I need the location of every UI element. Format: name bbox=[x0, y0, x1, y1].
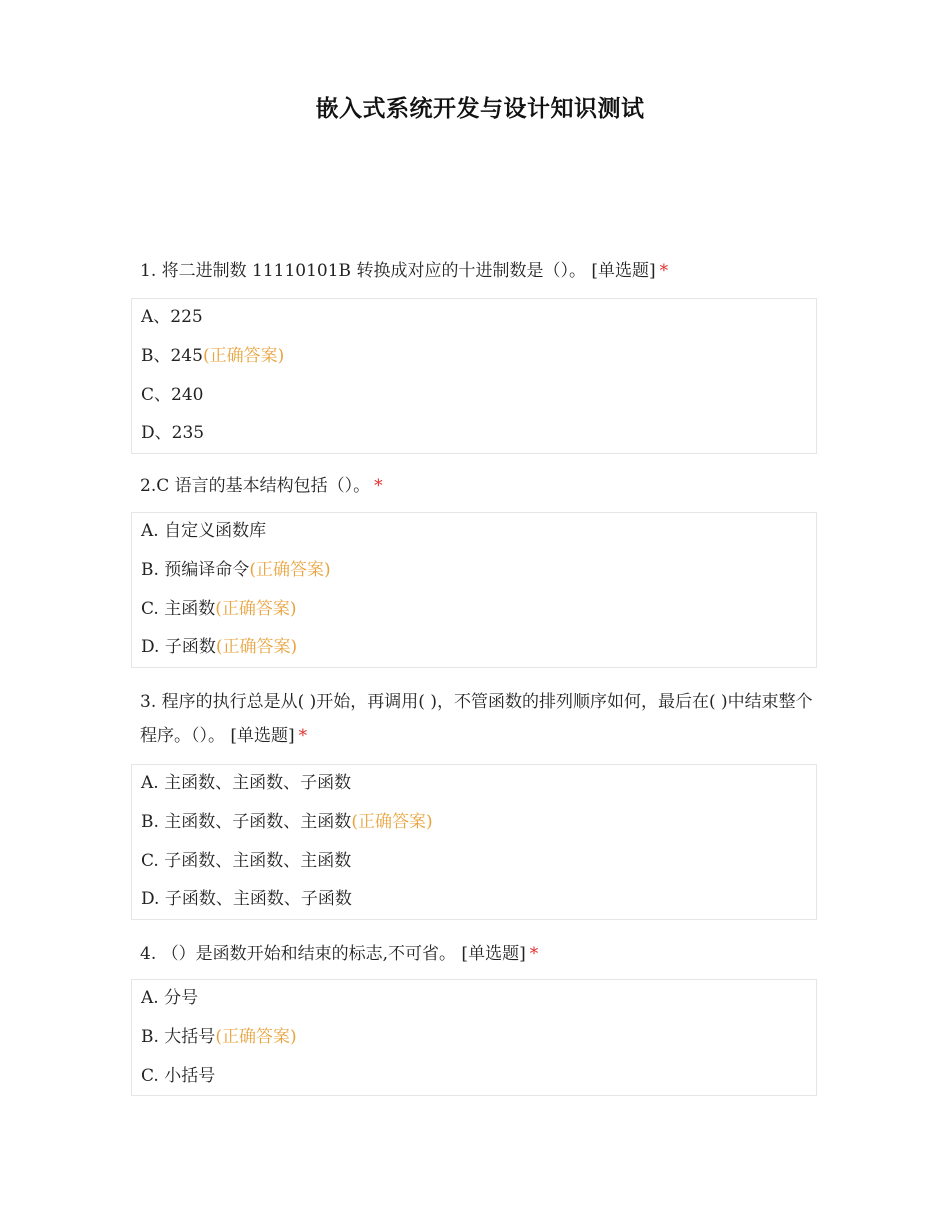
option-item[interactable] bbox=[132, 512, 816, 551]
question-text: 3. 程序的执行总是从( )开始，再调用( )，不管函数的排列顺序如何，最后在( )中结束整个程序。（）。 [单选题] bbox=[140, 692, 813, 746]
required-mark: * bbox=[529, 944, 539, 964]
correct-answer-tag: (正确答案) bbox=[249, 559, 331, 580]
option-item[interactable] bbox=[132, 1057, 816, 1096]
option-item[interactable] bbox=[132, 880, 816, 919]
option-item[interactable] bbox=[132, 414, 816, 453]
options-list bbox=[131, 512, 817, 668]
option-text: A. 主函数、主函数、子函数 bbox=[141, 773, 352, 793]
option-text: B、245 bbox=[141, 345, 203, 366]
correct-answer-tag: (正确答案) bbox=[351, 811, 433, 832]
question-text: 4. （）是函数开始和结束的标志,不可省。 [单选题] bbox=[140, 944, 526, 964]
question-4 bbox=[140, 937, 820, 971]
option-item[interactable] bbox=[132, 590, 816, 629]
option-item[interactable] bbox=[132, 842, 816, 881]
required-mark: * bbox=[298, 726, 308, 746]
question-1 bbox=[140, 254, 820, 288]
correct-answer-tag: (正确答案) bbox=[215, 1026, 297, 1047]
option-text: A、225 bbox=[141, 307, 203, 327]
option-item[interactable] bbox=[132, 298, 816, 337]
option-text: C. 小括号 bbox=[141, 1065, 216, 1086]
question-3 bbox=[140, 685, 820, 753]
question-text: 1. 将二进制数 11110101B 转换成对应的十进制数是（）。 [单选题] bbox=[140, 261, 656, 281]
page-title: 嵌入式系统开发与设计知识测试 bbox=[315, 96, 645, 122]
options-list bbox=[131, 298, 817, 454]
question-2 bbox=[140, 469, 820, 503]
question-text: 2.C 语言的基本结构包括（）。 bbox=[140, 476, 371, 496]
options-list bbox=[131, 764, 817, 920]
option-text: D. 子函数、主函数、子函数 bbox=[141, 889, 352, 910]
option-item[interactable] bbox=[132, 803, 816, 842]
option-text: B. 预编译命令 bbox=[141, 559, 250, 580]
correct-answer-tag: (正确答案) bbox=[202, 345, 285, 366]
option-text: B. 大括号 bbox=[141, 1026, 216, 1047]
option-item[interactable] bbox=[132, 551, 816, 590]
option-text: C. 子函数、主函数、主函数 bbox=[141, 850, 352, 871]
option-text: D、235 bbox=[141, 423, 205, 444]
option-text: A. 分号 bbox=[141, 988, 199, 1008]
option-text: B. 主函数、子函数、主函数 bbox=[141, 811, 352, 832]
options-list bbox=[131, 979, 817, 1096]
option-item[interactable] bbox=[132, 376, 816, 415]
option-item[interactable] bbox=[132, 764, 816, 803]
option-item[interactable] bbox=[132, 628, 816, 667]
option-item[interactable] bbox=[132, 1018, 816, 1057]
required-mark: * bbox=[374, 476, 383, 496]
option-text: A. 自定义函数库 bbox=[141, 521, 267, 541]
option-text: C. 主函数 bbox=[141, 598, 216, 619]
correct-answer-tag: (正确答案) bbox=[215, 598, 297, 619]
option-item[interactable] bbox=[132, 337, 816, 376]
option-text: D. 子函数 bbox=[141, 637, 216, 658]
option-item[interactable] bbox=[132, 979, 816, 1018]
correct-answer-tag: (正确答案) bbox=[215, 637, 298, 658]
option-text: C、240 bbox=[141, 384, 204, 405]
required-mark: * bbox=[659, 261, 669, 281]
